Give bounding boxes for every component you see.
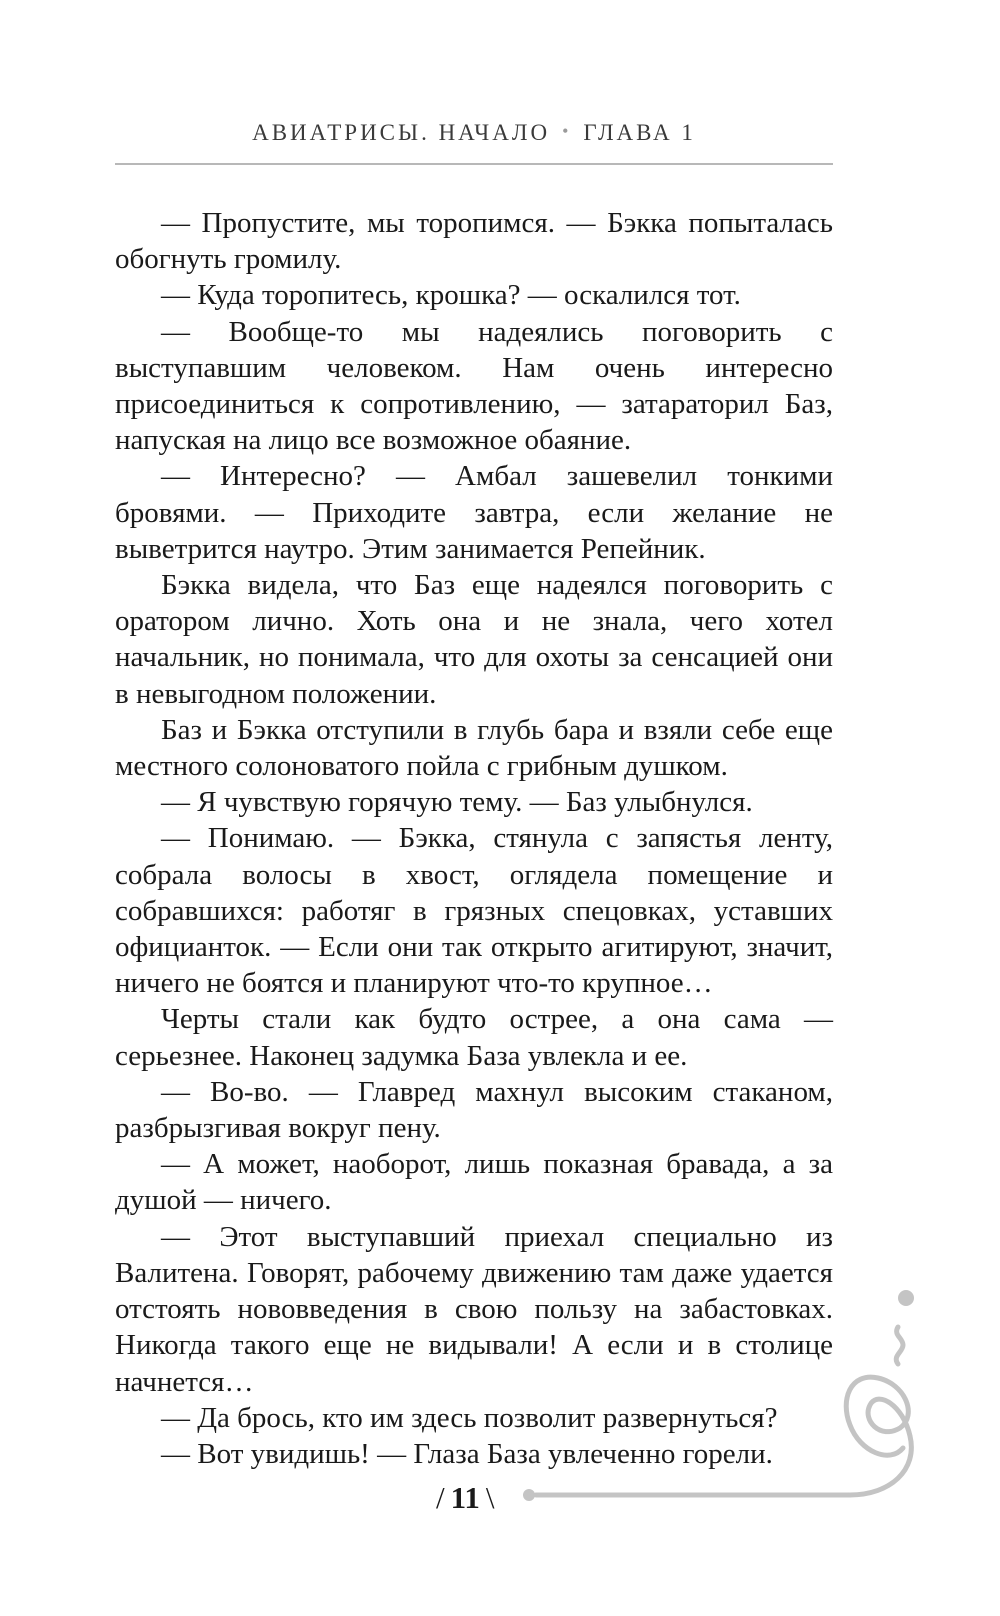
footer-dot-icon <box>523 1489 535 1501</box>
paragraph: Баз и Бэкка отступили в глубь бара и взяли себе еще местного солоноватого пойла с грибным душком. <box>115 713 833 783</box>
squiggle-icon <box>896 1327 903 1364</box>
paragraph: — Куда торопитесь, крошка? — оскалился тот. <box>161 279 741 312</box>
header-separator: • <box>562 121 572 141</box>
paragraph: Черты стали как будто острее, а она сама — серьезнее. Наконец задумка База увлекла и ее. <box>115 1003 833 1072</box>
chapter-title: ГЛАВА 1 <box>583 120 696 145</box>
paragraph: — Интересно? — Амбал зашевелил тонкими бровями. — Приходите завтра, если желание не выветрится наутро. Этим занимается Репейник. <box>115 460 833 565</box>
running-head <box>115 120 833 146</box>
paragraph: — Во-во. — Главред махнул высоким стаканом, разбрызгивая вокруг пену. <box>115 1075 833 1145</box>
swirl-icon <box>846 1377 911 1495</box>
book-title: АВИАТРИСЫ. НАЧАЛО <box>252 120 551 145</box>
paragraph: — Я чувствую горячую тему. — Баз улыбнулся. <box>161 786 753 819</box>
paragraph: — Вот увидишь! — Глаза База увлеченно горели. <box>161 1437 773 1470</box>
header-rule <box>115 163 833 165</box>
paragraph: — Понимаю. — Бэкка, стянула с запястья ленту, собрала волосы в хвост, оглядела помещение и собравшихся: работяг в грязных спецовках, уставших официанток. — Если они так открыто агитируют, значит, ничего не боятся и планируют что-то крупное… <box>115 822 833 1000</box>
paragraph: Бэкка видела, что Баз еще надеялся поговорить с оратором лично. Хоть она и не знала, чего хотел начальник, но понимала, что для охоты за сенсацией они в невыгодном положении. <box>115 569 833 710</box>
paragraph: — Вообще-то мы надеялись поговорить с выступавшим человеком. Нам очень интересно присоединиться к сопротивлению, — затараторил Баз, напуская на лицо все возможное обаяние. <box>115 315 833 457</box>
folio-close-slash: \ <box>485 1480 495 1515</box>
ornament-dot-icon <box>898 1290 914 1306</box>
folio-open-slash: / <box>436 1480 445 1515</box>
paragraph: — Пропустите, мы торопимся. — Бэкка попыталась обогнуть громилу. <box>115 207 833 276</box>
paragraph: — Да брось, кто им здесь позволит развернуться? <box>161 1401 778 1434</box>
paragraph: — Этот выступавший приехал специально из Валитена. Говорят, рабочему движению там даже удается отстоять нововведения в свою пользу на забастовках. Никогда такого еще не видывали! А если и в столице начнется… <box>115 1220 833 1398</box>
page-number-block <box>430 1480 501 1516</box>
page-number: 11 <box>450 1480 480 1515</box>
paragraph: — А может, наоборот, лишь показная бравада, а за душой — ничего. <box>115 1148 833 1217</box>
body-text <box>115 205 833 1472</box>
